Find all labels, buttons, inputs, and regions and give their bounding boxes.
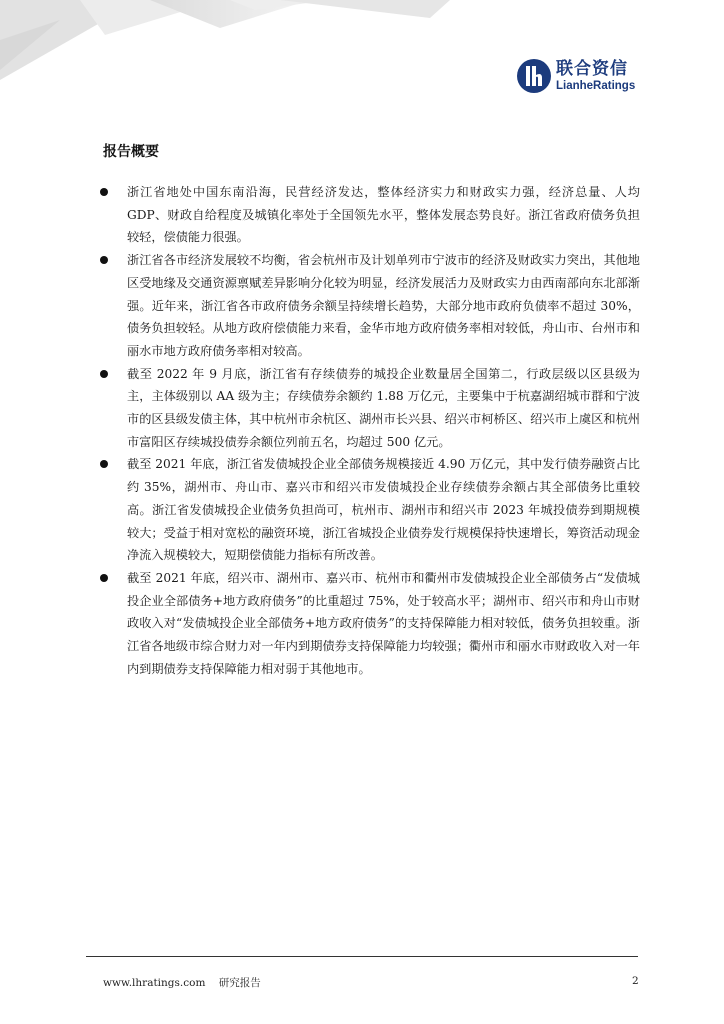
- lianhe-logo-icon: [516, 58, 552, 94]
- footer-info: [103, 975, 261, 990]
- logo-chinese-text: 联合资信: [556, 58, 628, 79]
- summary-bullet: 浙江省地处中国东南沿海，民营经济发达，整体经济实力和财政实力强，经济总量、人均 GDP、财政自给程度及城镇化率处于全国领先水平，整体发展态势良好。浙江省政府债务负担较轻，偿债能力很强。: [100, 181, 640, 249]
- logo-english-text: LianheRatings: [556, 79, 636, 92]
- page-number: 2: [632, 975, 639, 987]
- summary-bullet-list: [100, 181, 640, 680]
- footer-doc-type: 研究报告: [218, 977, 261, 989]
- summary-bullet: 截至 2021 年底，浙江省发债城投企业全部债务规模接近 4.90 万亿元，其中发行债券融资占比约 35%，湖州市、舟山市、嘉兴市和绍兴市发债城投企业存续债券余额占其全部债务比重较高。浙江省发债城投企业债务负担尚可，杭州市、湖州市和绍兴市 2023 年城投债券到期规模较大；受益于相对宽松的融资环境，浙江省城投企业债券发行规模保持快速增长，筹资活动现金净流入规模较大，短期偿债能力指标有所改善。: [100, 453, 640, 567]
- company-logo: [516, 55, 635, 97]
- footer-divider: [86, 956, 638, 957]
- section-title: 报告概要: [103, 144, 159, 160]
- summary-bullet: 截至 2022 年 9 月底，浙江省有存续债券的城投企业数量居全国第二，行政层级以区县级为主，主体级别以 AA 级为主；存续债券余额约 1.88 万亿元，主要集中于杭嘉湖绍城市群和宁波市的区县级发债主体，其中杭州市余杭区、湖州市长兴县、绍兴市柯桥区、绍兴市上虞区和杭州市富阳区存续城投债券余额位列前五名，均超过 500 亿元。: [100, 363, 640, 454]
- summary-bullet: 浙江省各市经济发展较不均衡，省会杭州市及计划单列市宁波市的经济及财政实力突出，其他地区受地缘及交通资源禀赋差异影响分化较为明显，经济发展活力及财政实力由西南部向东北部渐强。近年来，浙江省各市政府债务余额呈持续增长趋势，大部分地市政府负债率不超过 30%，债务负担较轻。从地方政府偿债能力来看，金华市地方政府债务率相对较低，舟山市、台州市和丽水市地方政府债务率相对较高。: [100, 249, 640, 363]
- decorative-header-pattern: [0, 0, 450, 85]
- footer-website-link[interactable]: www.lhratings.com: [103, 977, 206, 989]
- summary-bullet: 截至 2021 年底，绍兴市、湖州市、嘉兴市、杭州市和衢州市发债城投企业全部债务占“发债城投企业全部债务+地方政府债务”的比重超过 75%，处于较高水平；湖州市、绍兴市和舟山市财政收入对“发债城投企业全部债务+地方政府债务”的支持保障能力相对较低，债务负担较重。浙江省各地级市综合财力对一年内到期债券支持保障能力均较强；衢州市和丽水市财政收入对一年内到期债券支持保障能力相对弱于其他地市。: [100, 567, 640, 681]
